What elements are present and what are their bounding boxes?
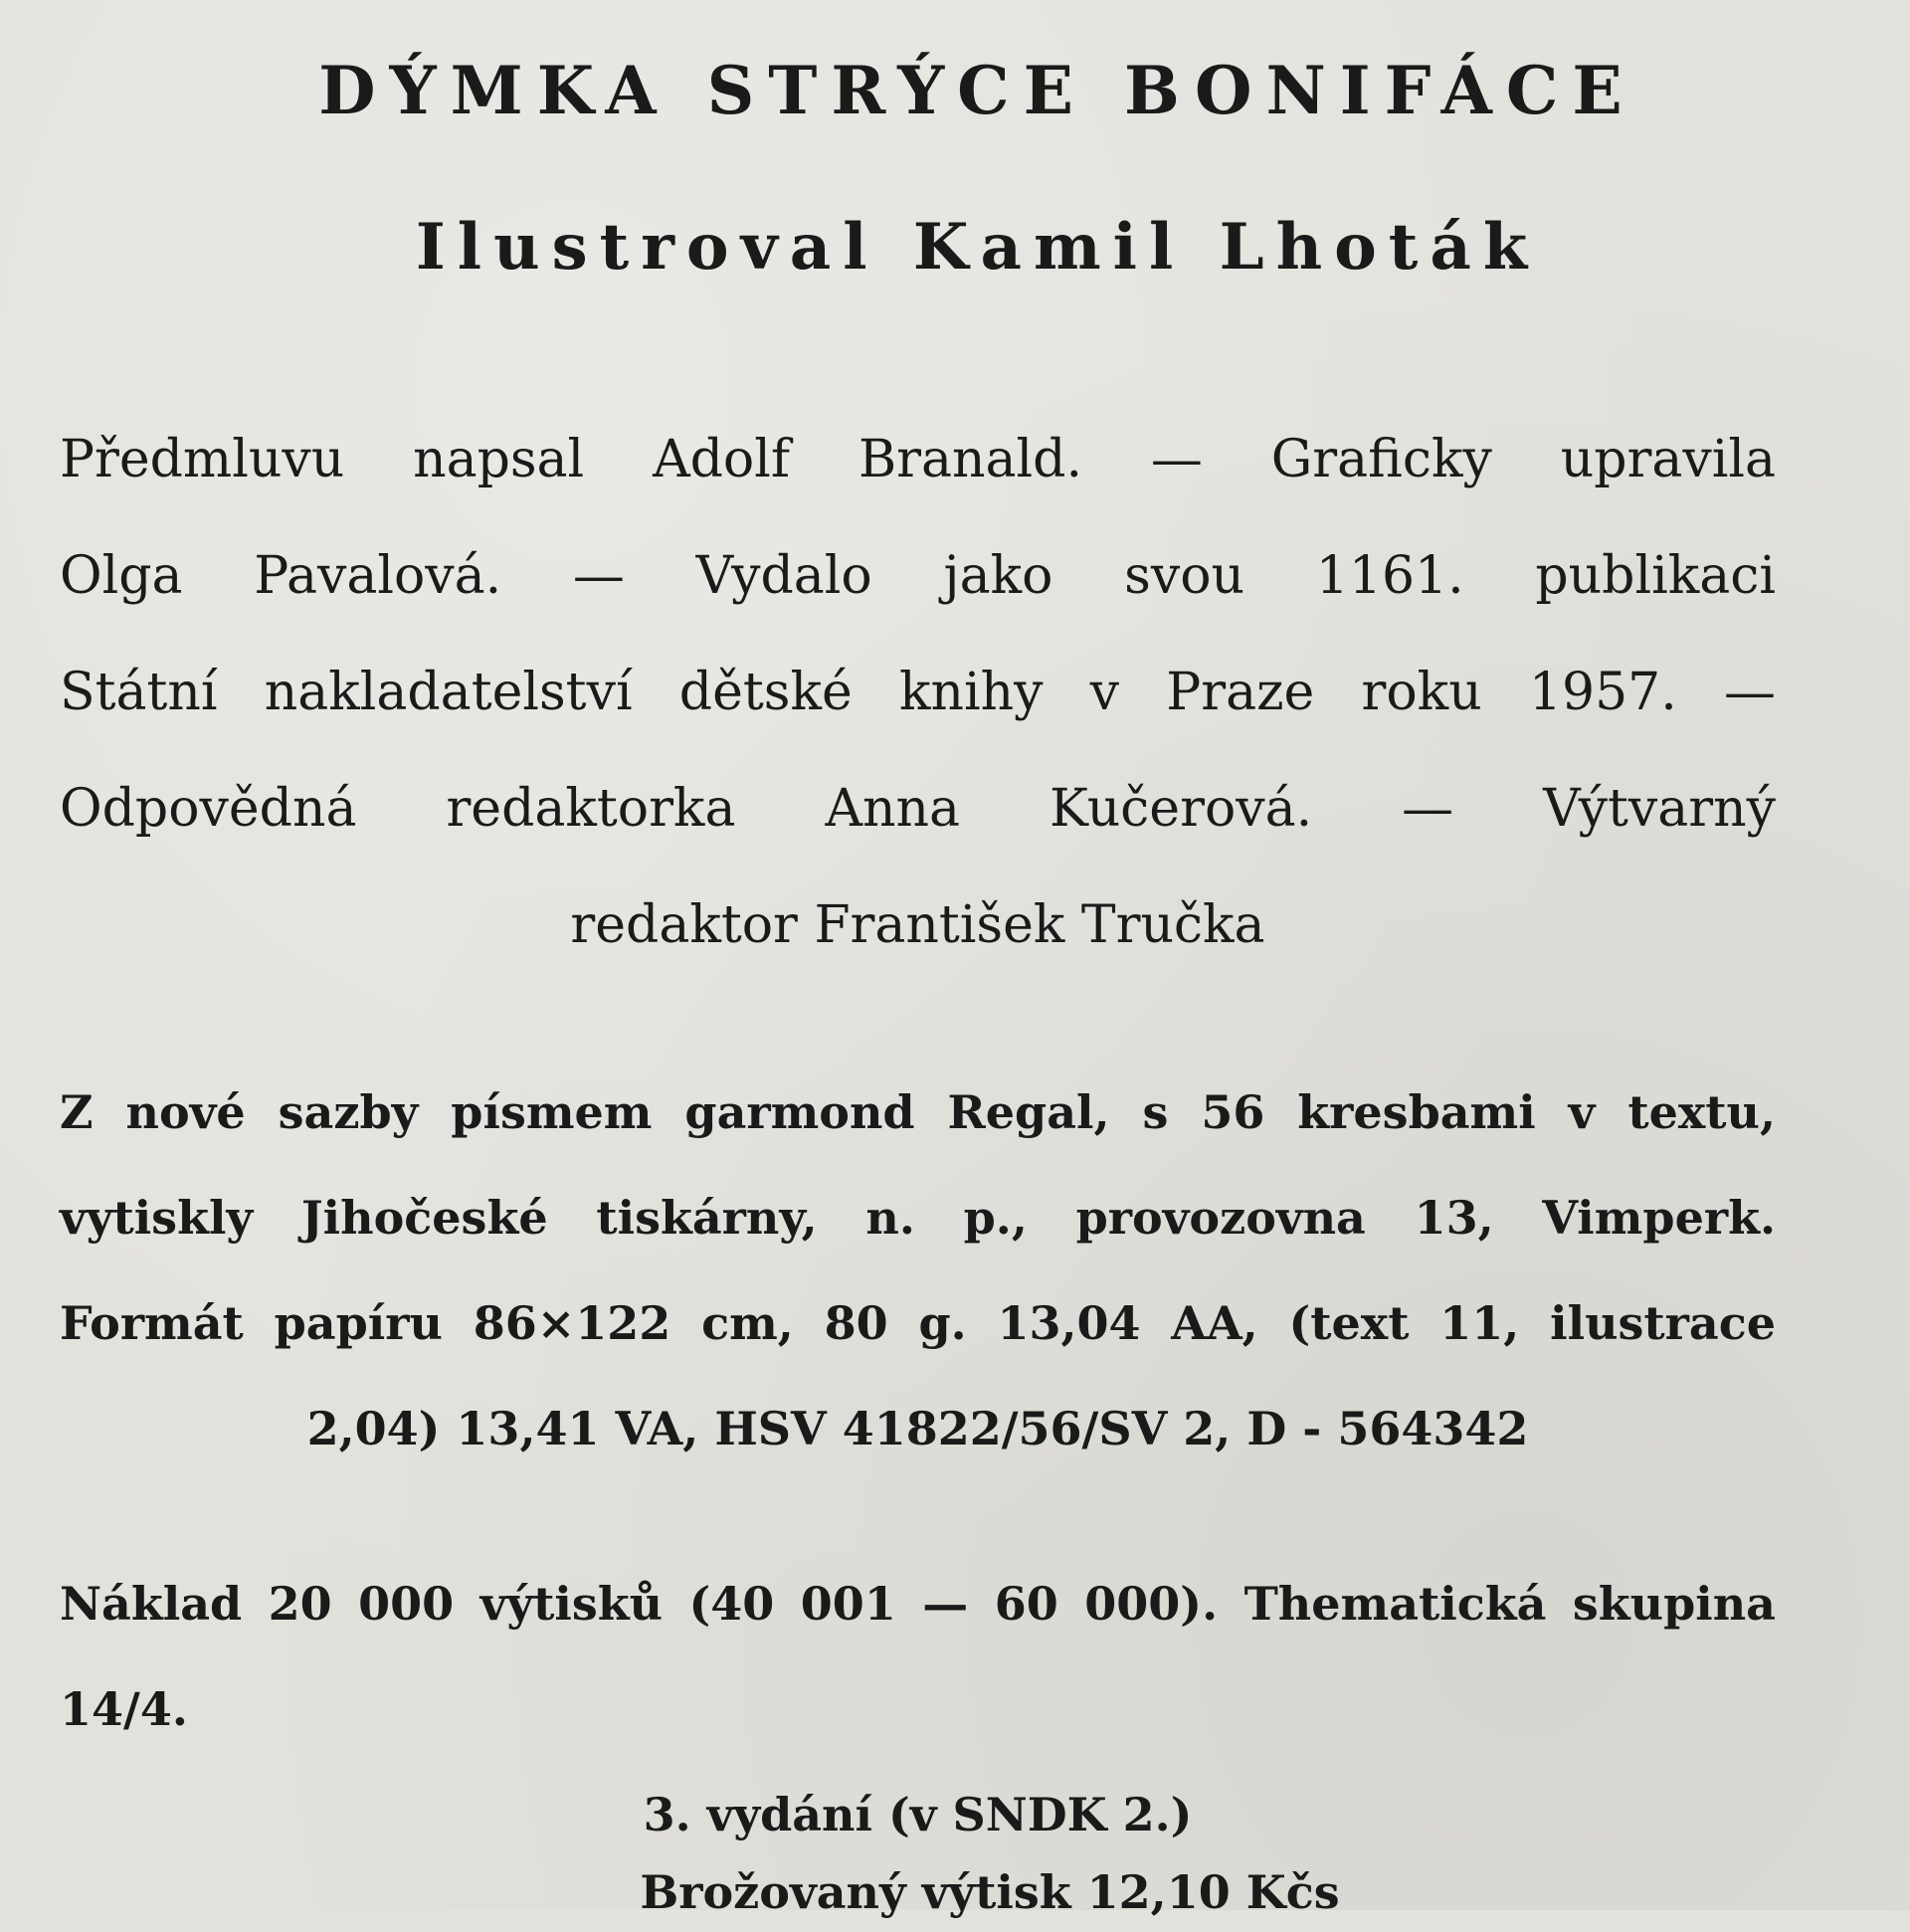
printing-line-last: 2,04) 13,41 VA, HSV 41822/56/SV 2, D - 564342 xyxy=(306,1402,1529,1455)
credits-block xyxy=(60,402,1776,984)
credits-line: Předmluvu napsal Adolf Branald. — Graficky upravila xyxy=(60,430,1776,489)
edition-block xyxy=(60,1551,1776,1867)
book-title: DÝMKA STRÝCE BONIFÁCE xyxy=(318,52,1636,129)
credits-line: Odpovědná redaktorka Anna Kučerová. — Výtvarný xyxy=(60,779,1776,839)
price-line: Brožovaný výtisk 12,10 Kčs xyxy=(640,1865,1340,1919)
printing-line: Formát papíru 86×122 cm, 80 g. 13,04 AA, (text 11, ilustrace xyxy=(60,1296,1776,1350)
printing-line: Z nové sazby písmem garmond Regal, s 56 kresbami v textu, xyxy=(60,1085,1776,1139)
credits-line: Státní nakladatelství dětské knihy v Praze roku 1957. — xyxy=(60,663,1776,722)
edition-line-last: 3. vydání (v SNDK 2.) xyxy=(643,1788,1193,1841)
illustrator-line: Ilustroval Kamil Lhoták xyxy=(415,210,1540,285)
printing-line: vytiskly Jihočeské tiskárny, n. p., provozovna 13, Vimperk. xyxy=(60,1191,1776,1245)
edition-line: Náklad 20 000 výtisků (40 001 — 60 000). Thematická skupina 14/4. xyxy=(60,1577,1776,1736)
printing-block xyxy=(60,1060,1776,1481)
credits-line-last: redaktor František Tručka xyxy=(570,895,1265,955)
credits-line: Olga Pavalová. — Vydalo jako svou 1161. publikaci xyxy=(60,546,1776,606)
